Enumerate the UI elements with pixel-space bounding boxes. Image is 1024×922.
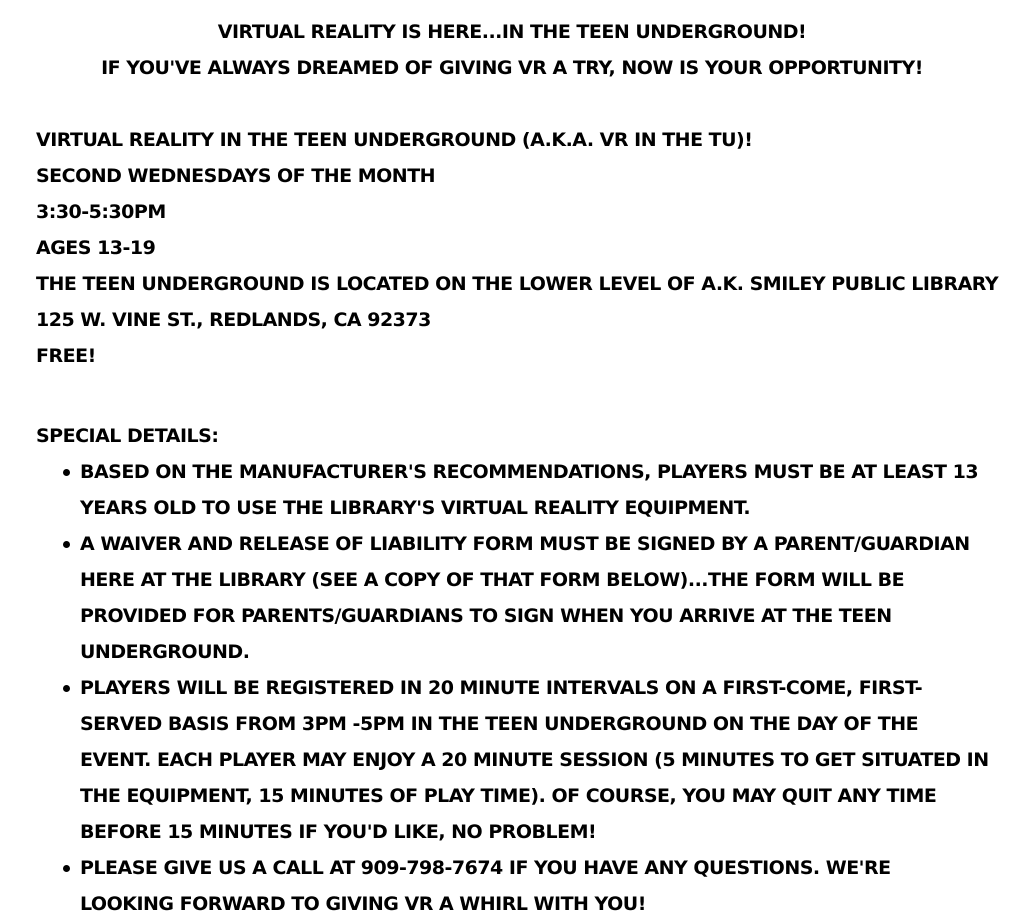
detail-age-requirement: BASED ON THE MANUFACTURER'S RECOMMENDATIONS, PLAYERS MUST BE AT LEAST 13 YEARS OLD TO USE THE LIBRARY'S VIRTUAL REALITY EQUIPMENT.: [80, 454, 990, 526]
special-details-heading: SPECIAL DETAILS:: [36, 425, 219, 447]
event-schedule: SECOND WEDNESDAYS OF THE MONTH: [36, 165, 436, 187]
headline-announcement: VIRTUAL REALITY IS HERE...IN THE TEEN UNDERGROUND!: [217, 21, 807, 43]
detail-registration: PLAYERS WILL BE REGISTERED IN 20 MINUTE INTERVALS ON A FIRST-COME, FIRST-SERVED BASIS FROM 3PM -5PM IN THE TEEN UNDERGROUND ON THE DAY OF THE EVENT. EACH PLAYER MAY ENJOY A 20 MINUTE SESSION (5 MINUTES TO GET SITUATED IN THE EQUIPMENT, 15 MINUTES OF PLAY TIME). OF COURSE, YOU MAY QUIT ANY TIME BEFORE 15 MINUTES IF YOU'D LIKE, NO PROBLEM!: [80, 670, 990, 850]
event-title: VIRTUAL REALITY IN THE TEEN UNDERGROUND (A.K.A. VR IN THE TU)!: [36, 129, 753, 151]
event-ages: AGES 13-19: [36, 237, 156, 259]
event-location: THE TEEN UNDERGROUND IS LOCATED ON THE LOWER LEVEL OF A.K. SMILEY PUBLIC LIBRARY: [36, 273, 999, 295]
detail-contact: PLEASE GIVE US A CALL AT 909-798-7674 IF YOU HAVE ANY QUESTIONS. WE'RE LOOKING FORWARD TO GIVING VR A WHIRL WITH YOU!: [80, 850, 990, 922]
event-info: [36, 122, 998, 374]
special-details-list: [80, 454, 990, 922]
headline-invitation: IF YOU'VE ALWAYS DREAMED OF GIVING VR A TRY, NOW IS YOUR OPPORTUNITY!: [101, 57, 923, 79]
detail-waiver-form: A WAIVER AND RELEASE OF LIABILITY FORM MUST BE SIGNED BY A PARENT/GUARDIAN HERE AT THE LIBRARY (SEE A COPY OF THAT FORM BELOW)...THE FORM WILL BE PROVIDED FOR PARENTS/GUARDIANS TO SIGN WHEN YOU ARRIVE AT THE TEEN UNDERGROUND.: [80, 526, 990, 670]
event-cost: FREE!: [36, 345, 96, 367]
event-address: 125 W. VINE ST., REDLANDS, CA 92373: [36, 309, 431, 331]
event-time: 3:30-5:30PM: [36, 201, 166, 223]
